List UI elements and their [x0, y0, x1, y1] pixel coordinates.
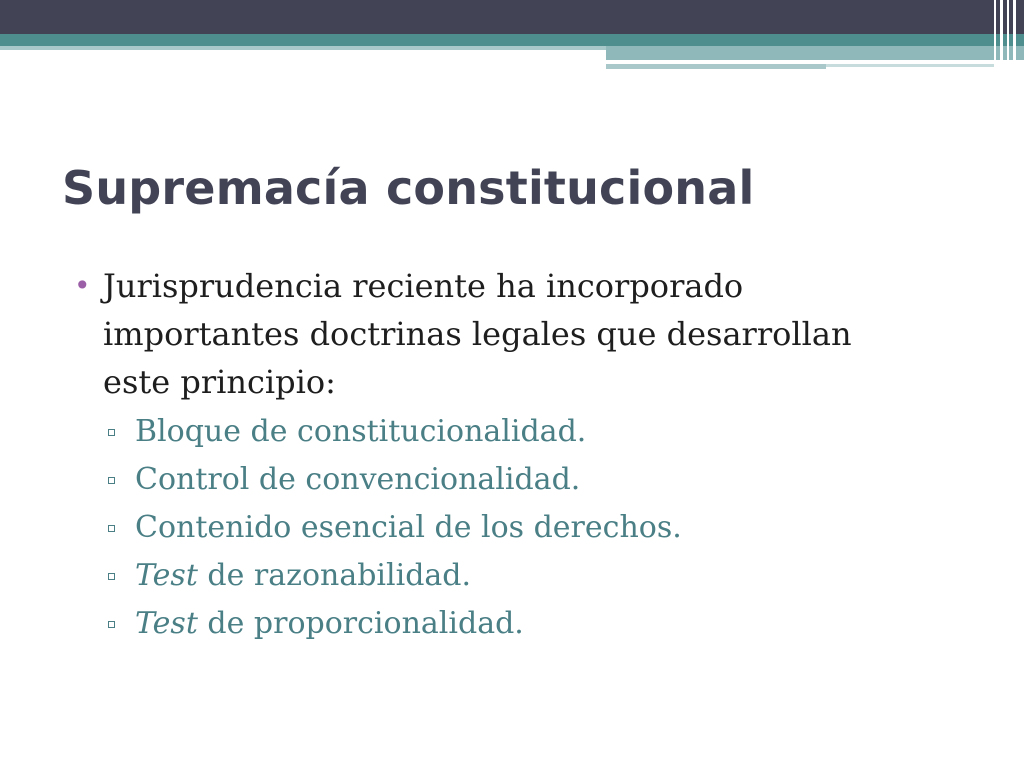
sub-bullet-text: de proporcionalidad.: [197, 606, 524, 641]
square-bullet-icon: [108, 573, 115, 580]
main-bullet: [74, 262, 954, 406]
sub-bullet-text: de razonabilidad.: [197, 558, 472, 593]
sub-bullet-italic: Test: [135, 606, 198, 641]
header-band-teal: [0, 34, 1024, 46]
sub-bullet-item: [74, 504, 954, 552]
sub-bullet-text: Bloque de constitucionalidad.: [135, 414, 587, 449]
header-band-thin-pale: [826, 64, 996, 67]
header-band-light-right: [606, 46, 1024, 60]
sub-bullet-item: [74, 600, 954, 648]
sub-bullet-text: Contenido esencial de los derechos.: [135, 510, 682, 545]
main-bullet-line-3: este principio:: [103, 363, 336, 401]
sub-bullet-list: [74, 408, 954, 648]
main-bullet-line-1: Jurisprudencia reciente ha incorporado: [103, 267, 744, 305]
square-bullet-icon: [108, 429, 115, 436]
square-bullet-icon: [108, 477, 115, 484]
bullet-dot-icon: •: [74, 269, 91, 302]
sub-bullet-text: Control de convencionalidad.: [135, 462, 581, 497]
slide-title: Supremacía constitucional: [62, 161, 755, 215]
main-bullet-line-2: importantes doctrinas legales que desarrollan: [103, 315, 852, 353]
header-band-thin: [606, 64, 826, 69]
sub-bullet-item: [74, 408, 954, 456]
slide-body: [74, 262, 954, 648]
sub-bullet-item: [74, 456, 954, 504]
header-vertical-stripes: [990, 0, 1024, 70]
sub-bullet-item: [74, 552, 954, 600]
header-band-dark: [0, 0, 1024, 34]
header-band-light: [0, 46, 606, 50]
square-bullet-icon: [108, 525, 115, 532]
square-bullet-icon: [108, 621, 115, 628]
sub-bullet-italic: Test: [135, 558, 198, 593]
